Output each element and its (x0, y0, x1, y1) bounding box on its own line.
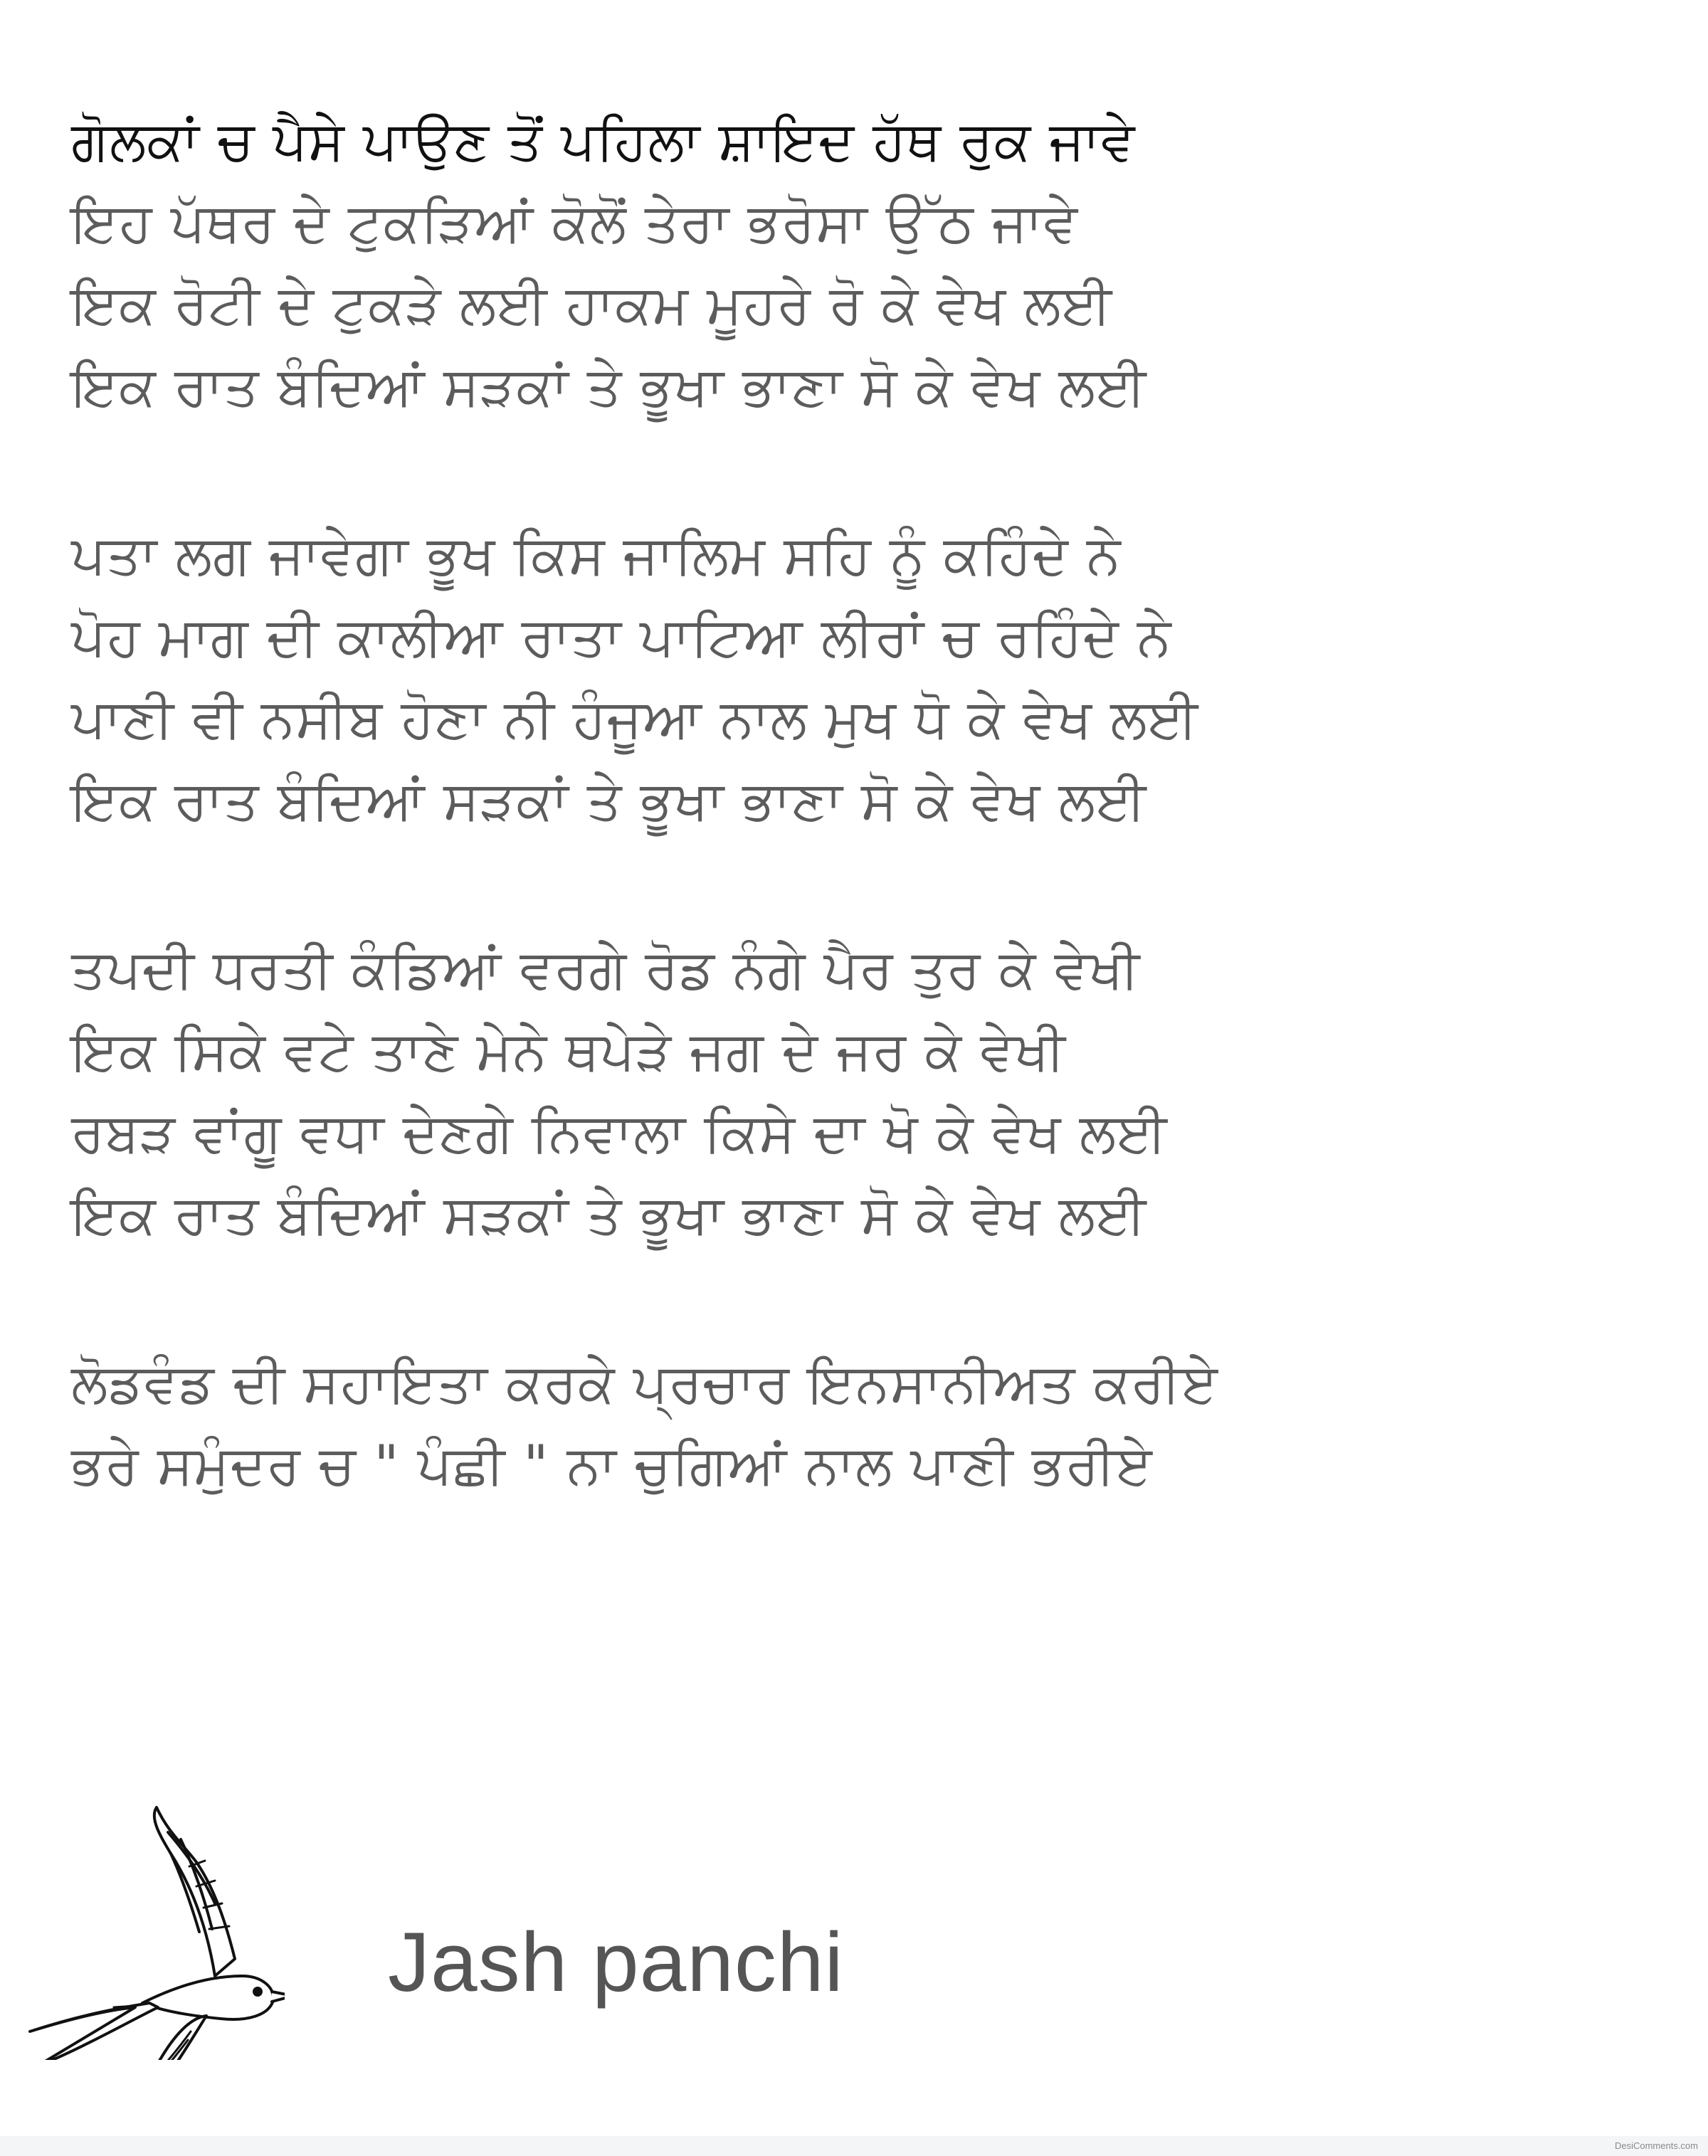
poem-line: ਇਕ ਸਿਕੇ ਵਟੇ ਤਾਣੇ ਮੇਨੇ ਥਪੇੜੇ ਜਗ ਦੇ ਜਰ ਕੇ ਵੇਖੀ (71, 1019, 1066, 1082)
poem-line: ਪਤਾ ਲਗ ਜਾਵੇਗਾ ਭੂਖ ਕਿਸ ਜਾਲਿਮ ਸਹਿ ਨੂੰ ਕਹਿੰਦੇ ਨੇ (71, 523, 1122, 586)
poem-line: ਭਰੇ ਸਮੁੰਦਰ ਚ " ਪੰਛੀ " ਨਾ ਚੁਗਿਆਂ ਨਾਲ ਪਾਣੀ ਭਰੀਏ (71, 1433, 1153, 1496)
poem-line: ਗੋਲਕਾਂ ਚ ਪੈਸੇ ਪਾਉਣ ਤੋਂ ਪਹਿਲਾ ਸ਼ਾਇਦ ਹੱਥ ਰੁਕ ਜਾਵੇ (71, 109, 1136, 172)
watermark: DesiComments.com (1614, 2140, 1698, 2151)
poem-line: ਇਕ ਰੋਟੀ ਦੇ ਟੁਕੜੇ ਲਈ ਹਾਕਮ ਮੂਹਰੇ ਰੋ ਕੇ ਵੇਖ ਲਈ (71, 273, 1113, 336)
stanza-2 (71, 514, 1680, 841)
poem-line: ਪੋਹ ਮਾਗ ਦੀ ਕਾਲੀਆ ਰਾਤਾ ਪਾਟਿਆ ਲੀਰਾਂ ਚ ਰਹਿੰਦੇ ਨੇ (71, 605, 1172, 668)
poem-line: ਲੋਡਵੰਡ ਦੀ ਸਹਾਇਤਾ ਕਰਕੇ ਪ੍ਰਚਾਰ ਇਨਸਾਨੀਅਤ ਕਰੀਏ (71, 1351, 1218, 1415)
poem-line: ਪਾਣੀ ਵੀ ਨਸੀਬ ਹੋਣਾ ਨੀ ਹੰਜੂਆ ਨਾਲ ਮੁਖ ਧੋ ਕੇ ਵੇਖ ਲਈ (71, 687, 1199, 750)
footer-strip (0, 2136, 1708, 2156)
swallow-bird-icon (28, 1790, 285, 2060)
poem-line: ਇਕ ਰਾਤ ਬੰਦਿਆਂ ਸੜਕਾਂ ਤੇ ਭੂਖਾ ਭਾਣਾ ਸੋ ਕੇ ਵੇਖ ਲਈ (71, 354, 1147, 418)
stanza-3 (71, 928, 1680, 1255)
stanza-4 (71, 1342, 1680, 1506)
poem-line: ਰਬੜ ਵਾਂਗੂ ਵਧਾ ਦੇਣਗੇ ਨਿਵਾਲਾ ਕਿਸੇ ਦਾ ਖੋ ਕੇ ਵੇਖ ਲਈ (71, 1101, 1168, 1164)
poem-line: ਇਹ ਪੱਥਰ ਦੇ ਟੁਕੜਿਆਂ ਕੋਲੋਂ ਤੇਰਾ ਭਰੋਸਾ ਉੱਠ ਜਾਵੇ (71, 191, 1078, 254)
poem-line: ਇਕ ਰਾਤ ਬੰਦਿਆਂ ਸੜਕਾਂ ਤੇ ਭੂਖਾ ਭਾਣਾ ਸੋ ਕੇ ਵੇਖ ਲਈ (71, 1183, 1147, 1246)
poem-line: ਇਕ ਰਾਤ ਬੰਦਿਆਂ ਸੜਕਾਂ ਤੇ ਭੂਖਾ ਭਾਣਾ ਸੋ ਕੇ ਵੇਖ ਲਈ (71, 768, 1147, 832)
stanza-1 (71, 100, 1680, 427)
author-signature: Jash panchi (388, 1915, 844, 2009)
poem (71, 100, 1680, 1592)
poem-line: ਤਪਦੀ ਧਰਤੀ ਕੰਡਿਆਂ ਵਰਗੇ ਰੋਡ ਨੰਗੇ ਪੈਰ ਤੁਰ ਕੇ ਵੇਖੀ (71, 937, 1141, 1000)
